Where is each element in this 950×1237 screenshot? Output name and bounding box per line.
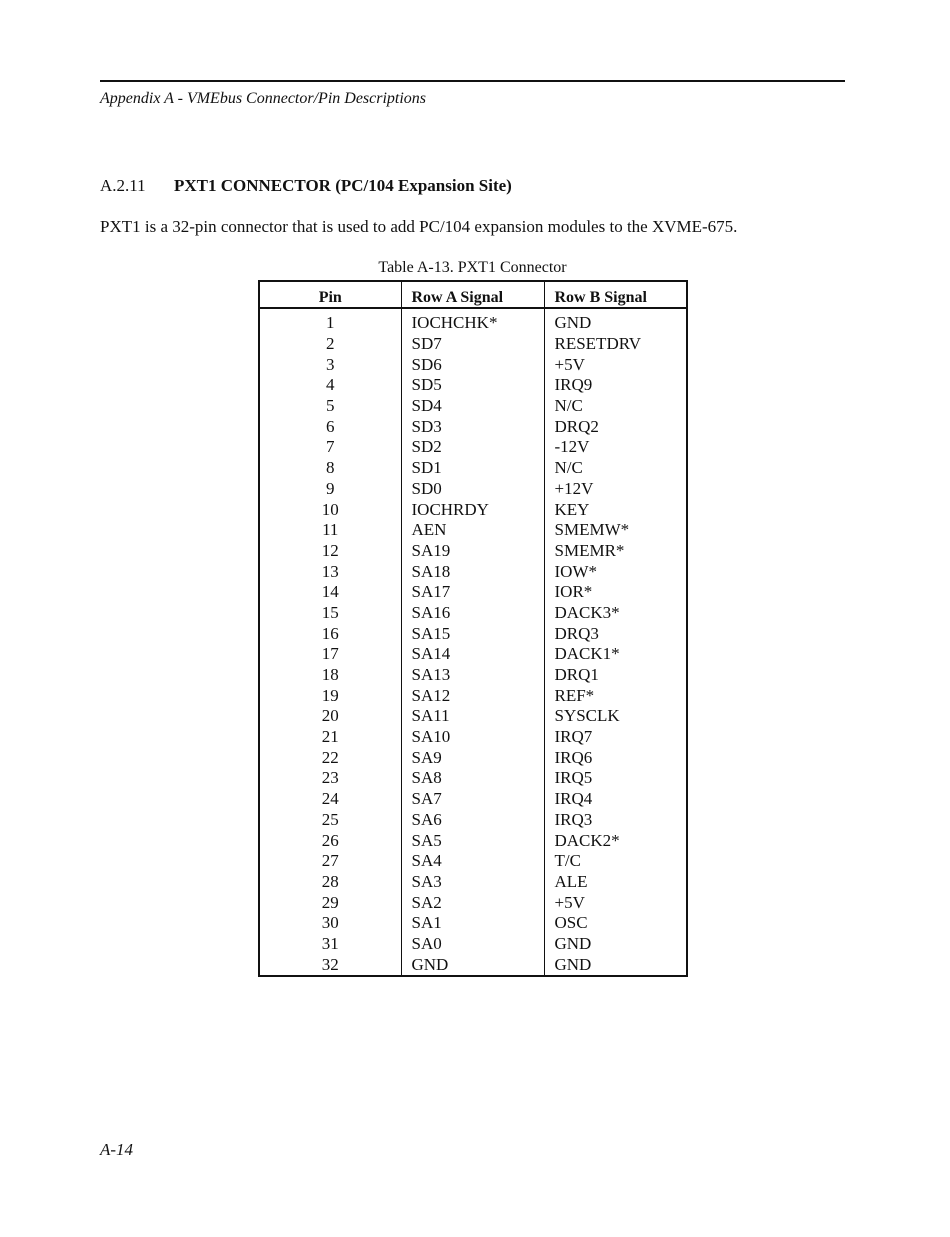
table-row (259, 913, 687, 934)
column-header-pin: Pin (259, 281, 401, 308)
intro-paragraph: PXT1 is a 32-pin connector that is used to add PC/104 expansion modules to the XVME-675. (100, 217, 738, 236)
table-row (259, 354, 687, 375)
row-b-signal-cell: SMEMW* (544, 520, 687, 541)
pin-number-cell: 28 (259, 872, 401, 893)
table-row (259, 727, 687, 748)
pin-number-cell: 7 (259, 437, 401, 458)
row-a-signal-cell: SD2 (401, 437, 544, 458)
pin-number-cell: 14 (259, 582, 401, 603)
table-row (259, 872, 687, 893)
pin-number-cell: 3 (259, 354, 401, 375)
row-a-signal-cell: SA7 (401, 789, 544, 810)
row-a-signal-cell: SA10 (401, 727, 544, 748)
row-b-signal-cell: RESETDRV (544, 334, 687, 355)
pin-number-cell: 16 (259, 623, 401, 644)
row-b-signal-cell: GND (544, 308, 687, 334)
row-b-signal-cell: N/C (544, 396, 687, 417)
section-number: A.2.11 (100, 176, 146, 195)
header-rule (100, 80, 845, 82)
row-a-signal-cell: AEN (401, 520, 544, 541)
row-a-signal-cell: SD4 (401, 396, 544, 417)
table-row (259, 582, 687, 603)
pin-number-cell: 19 (259, 685, 401, 706)
pin-number-cell: 29 (259, 892, 401, 913)
table-row (259, 747, 687, 768)
section-heading (100, 176, 512, 196)
pin-number-cell: 18 (259, 665, 401, 686)
row-a-signal-cell: SD7 (401, 334, 544, 355)
row-b-signal-cell: T/C (544, 851, 687, 872)
row-a-signal-cell: SA3 (401, 872, 544, 893)
row-b-signal-cell: GND (544, 954, 687, 976)
pin-table (258, 280, 688, 977)
row-b-signal-cell: KEY (544, 499, 687, 520)
row-b-signal-cell: IRQ3 (544, 810, 687, 831)
running-header: Appendix A - VMEbus Connector/Pin Descriptions (100, 90, 427, 107)
row-b-signal-cell: SMEMR* (544, 541, 687, 562)
table-row (259, 934, 687, 955)
row-a-signal-cell: SA4 (401, 851, 544, 872)
row-a-signal-cell: SA1 (401, 913, 544, 934)
table-row (259, 644, 687, 665)
row-a-signal-cell: SD6 (401, 354, 544, 375)
table-row (259, 892, 687, 913)
pin-number-cell: 17 (259, 644, 401, 665)
row-b-signal-cell: IRQ7 (544, 727, 687, 748)
column-header-row-a: Row A Signal (401, 281, 544, 308)
row-b-signal-cell: IRQ9 (544, 375, 687, 396)
row-a-signal-cell: SD3 (401, 416, 544, 437)
table-row (259, 954, 687, 976)
table-row (259, 479, 687, 500)
row-a-signal-cell: SD0 (401, 479, 544, 500)
row-a-signal-cell: SA15 (401, 623, 544, 644)
pin-number-cell: 23 (259, 768, 401, 789)
row-a-signal-cell: SA5 (401, 830, 544, 851)
pin-number-cell: 6 (259, 416, 401, 437)
pin-number-cell: 30 (259, 913, 401, 934)
row-b-signal-cell: +5V (544, 892, 687, 913)
row-a-signal-cell: SA0 (401, 934, 544, 955)
row-a-signal-cell: SD5 (401, 375, 544, 396)
row-a-signal-cell: SA2 (401, 892, 544, 913)
pin-number-cell: 25 (259, 810, 401, 831)
row-a-signal-cell: SA19 (401, 541, 544, 562)
table-row (259, 561, 687, 582)
pin-number-cell: 32 (259, 954, 401, 976)
pin-number-cell: 4 (259, 375, 401, 396)
table-row (259, 685, 687, 706)
row-a-signal-cell: SA11 (401, 706, 544, 727)
table-row (259, 768, 687, 789)
row-b-signal-cell: DRQ2 (544, 416, 687, 437)
column-header-row-b: Row B Signal (544, 281, 687, 308)
table-row (259, 541, 687, 562)
row-b-signal-cell: SYSCLK (544, 706, 687, 727)
row-a-signal-cell: SA14 (401, 644, 544, 665)
row-a-signal-cell: IOCHRDY (401, 499, 544, 520)
table-row (259, 810, 687, 831)
table-body (259, 308, 687, 976)
row-b-signal-cell: DACK3* (544, 603, 687, 624)
pin-number-cell: 27 (259, 851, 401, 872)
pin-number-cell: 10 (259, 499, 401, 520)
table-header-row (259, 281, 687, 308)
pin-number-cell: 15 (259, 603, 401, 624)
row-b-signal-cell: N/C (544, 458, 687, 479)
table-row (259, 603, 687, 624)
pin-number-cell: 31 (259, 934, 401, 955)
row-b-signal-cell: IRQ5 (544, 768, 687, 789)
table-row (259, 499, 687, 520)
table-row (259, 789, 687, 810)
pin-number-cell: 24 (259, 789, 401, 810)
row-b-signal-cell: IOW* (544, 561, 687, 582)
table-row (259, 665, 687, 686)
row-a-signal-cell: SA13 (401, 665, 544, 686)
row-b-signal-cell: IRQ6 (544, 747, 687, 768)
row-b-signal-cell: IOR* (544, 582, 687, 603)
row-b-signal-cell: DACK2* (544, 830, 687, 851)
pin-number-cell: 9 (259, 479, 401, 500)
pin-number-cell: 5 (259, 396, 401, 417)
pin-number-cell: 22 (259, 747, 401, 768)
table-row (259, 830, 687, 851)
row-b-signal-cell: +12V (544, 479, 687, 500)
table-row (259, 851, 687, 872)
pin-number-cell: 20 (259, 706, 401, 727)
row-b-signal-cell: OSC (544, 913, 687, 934)
row-a-signal-cell: SA17 (401, 582, 544, 603)
pin-number-cell: 26 (259, 830, 401, 851)
row-b-signal-cell: IRQ4 (544, 789, 687, 810)
table-row (259, 334, 687, 355)
row-b-signal-cell: GND (544, 934, 687, 955)
row-a-signal-cell: SA12 (401, 685, 544, 706)
pin-number-cell: 12 (259, 541, 401, 562)
row-a-signal-cell: SA6 (401, 810, 544, 831)
pin-number-cell: 11 (259, 520, 401, 541)
table-row (259, 437, 687, 458)
page-number: A-14 (100, 1140, 134, 1159)
row-b-signal-cell: -12V (544, 437, 687, 458)
row-b-signal-cell: DRQ1 (544, 665, 687, 686)
row-a-signal-cell: IOCHCHK* (401, 308, 544, 334)
row-b-signal-cell: REF* (544, 685, 687, 706)
section-title: PXT1 CONNECTOR (PC/104 Expansion Site) (174, 176, 512, 195)
row-b-signal-cell: +5V (544, 354, 687, 375)
row-a-signal-cell: SA8 (401, 768, 544, 789)
table-row (259, 520, 687, 541)
table-row (259, 416, 687, 437)
row-a-signal-cell: SD1 (401, 458, 544, 479)
pin-number-cell: 8 (259, 458, 401, 479)
pin-number-cell: 1 (259, 308, 401, 334)
row-a-signal-cell: SA16 (401, 603, 544, 624)
table-row (259, 375, 687, 396)
row-a-signal-cell: SA9 (401, 747, 544, 768)
table-row (259, 308, 687, 334)
table-caption: Table A-13. PXT1 Connector (378, 259, 567, 276)
table-row (259, 706, 687, 727)
table-row (259, 623, 687, 644)
table-row (259, 396, 687, 417)
row-a-signal-cell: SA18 (401, 561, 544, 582)
pin-number-cell: 21 (259, 727, 401, 748)
row-b-signal-cell: DACK1* (544, 644, 687, 665)
pin-number-cell: 13 (259, 561, 401, 582)
pin-number-cell: 2 (259, 334, 401, 355)
row-b-signal-cell: DRQ3 (544, 623, 687, 644)
table-row (259, 458, 687, 479)
row-b-signal-cell: ALE (544, 872, 687, 893)
row-a-signal-cell: GND (401, 954, 544, 976)
